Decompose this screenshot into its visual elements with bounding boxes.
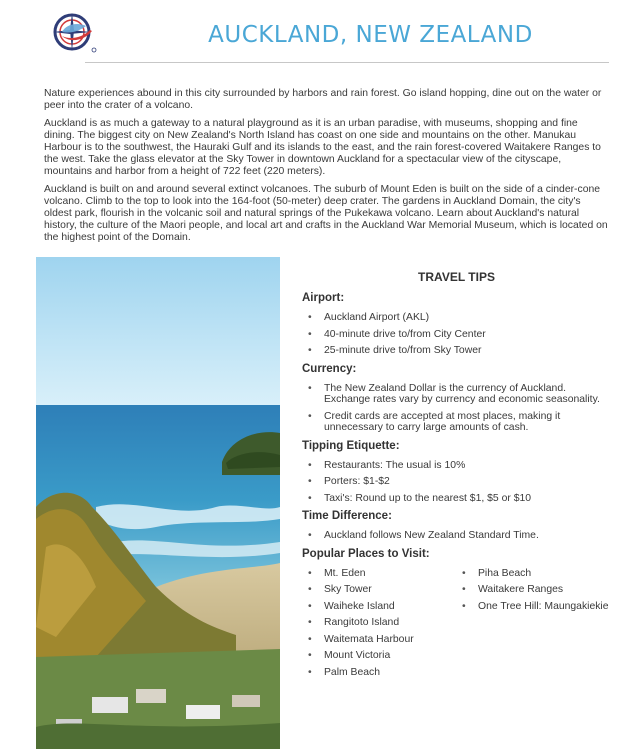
list-item: • Credit cards are accepted at most places, making it unnecessary to carry large amounts of cash. xyxy=(306,411,613,434)
list-item: • Mount Victoria xyxy=(306,650,454,662)
compass-ship-logo-icon xyxy=(48,10,100,56)
places-column-2 xyxy=(454,568,613,684)
intro-paragraph: Auckland is built on and around several extinct volcanoes. The suburb of Mount Eden is built on the side of a cinder-cone volcano. Climb to the top to look into the 164-foot (50-meter) deep crater. The gardens in Auckland Domain, the city's oldest park, flourish in the volcanic soil and natural springs of the Pukekawa volcano. Learn about Auckland's natural history, the culture of the Maori people, and local art and crafts in the Auckland War Memorial Museum, which is located on the highest point of the Domain. xyxy=(44,184,608,243)
list-item: • One Tree Hill: Maungakiekie xyxy=(460,601,613,613)
places-column-1 xyxy=(300,568,454,684)
coastline-photo xyxy=(36,257,280,749)
time-section xyxy=(300,510,613,542)
currency-section xyxy=(300,363,613,434)
list-item: • Waiheke Island xyxy=(306,601,454,613)
places-heading: Popular Places to Visit: xyxy=(302,547,430,560)
list-item: • Sky Tower xyxy=(306,584,454,596)
currency-heading: Currency: xyxy=(302,362,357,375)
list-item: • 25-minute drive to/from Sky Tower xyxy=(306,345,613,357)
list-item: • Auckland Airport (AKL) xyxy=(306,312,613,324)
list-item: • 40-minute drive to/from City Center xyxy=(306,329,613,341)
places-section xyxy=(300,548,613,684)
intro-text xyxy=(44,88,611,250)
list-item: • Taxi's: Round up to the nearest $1, $5 or $10 xyxy=(306,493,613,505)
travel-tips xyxy=(300,270,613,689)
list-item: • Mt. Eden xyxy=(306,568,454,580)
list-item: • Piha Beach xyxy=(460,568,613,580)
tipping-heading: Tipping Etiquette: xyxy=(302,439,400,452)
page-title: AUCKLAND, NEW ZEALAND xyxy=(208,22,533,48)
list-item: • Waitakere Ranges xyxy=(460,584,613,596)
list-item: • Auckland follows New Zealand Standard Time. xyxy=(306,530,613,542)
list-item: • Waitemata Harbour xyxy=(306,634,454,646)
list-item: • Restaurants: The usual is 10% xyxy=(306,460,613,472)
intro-paragraph: Nature experiences abound in this city surrounded by harbors and rain forest. Go island hopping, dine out on the water or peer into the crater of a volcano. xyxy=(44,88,602,111)
list-item: • Porters: $1-$2 xyxy=(306,476,613,488)
airport-section xyxy=(300,292,613,357)
time-heading: Time Difference: xyxy=(302,510,392,522)
airport-heading: Airport: xyxy=(302,292,345,304)
travel-tips-title: TRAVEL TIPS xyxy=(418,270,495,284)
list-item: • The New Zealand Dollar is the currency of Auckland. Exchange rates vary by currency and economic seasonality. xyxy=(306,383,613,406)
list-item: • Palm Beach xyxy=(306,667,454,679)
list-item: • Rangitoto Island xyxy=(306,617,454,629)
intro-paragraph: Auckland is as much a gateway to a natural playground as it is an urban paradise, with museums, shopping and fine dining. The biggest city on New Zealand's North Island has coast on one side and mountains on the other. Manukau Harbour is to the southwest, the Hauraki Gulf and its islands to the east, and the rain forest-covered Waitakere Ranges to the west. Take the glass elevator at the Sky Tower in downtown Auckland for a spectacular view of the cityscape, mountains and harbor from a height of 722 feet (220 meters). xyxy=(44,118,601,177)
title-divider xyxy=(85,62,609,63)
tipping-section xyxy=(300,440,613,505)
